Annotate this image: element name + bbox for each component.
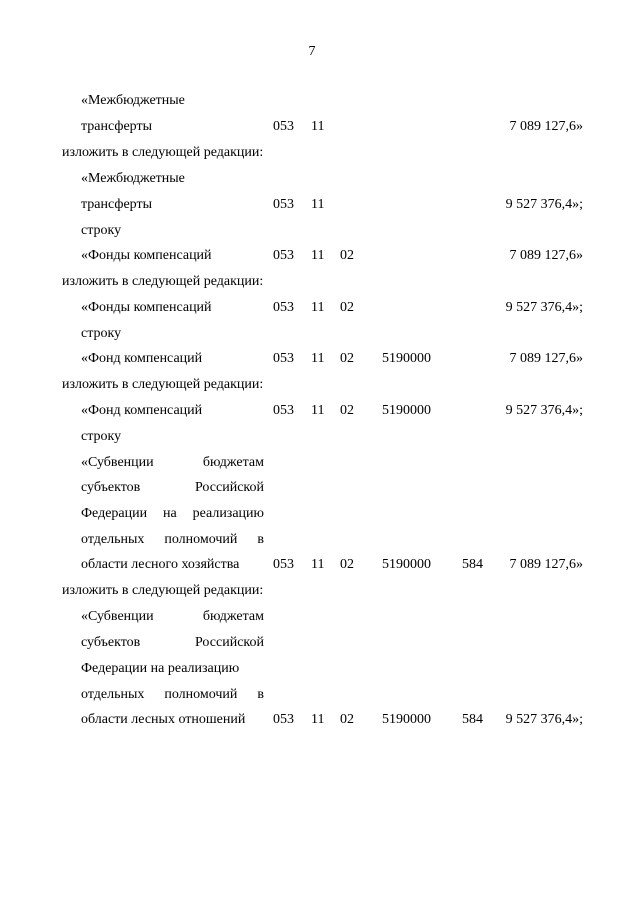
page-number: 7 bbox=[308, 44, 316, 59]
item-name-line: субъектов Российской bbox=[81, 635, 264, 650]
subsection-code: 02 bbox=[340, 300, 354, 315]
expense-type-code: 584 bbox=[462, 712, 483, 727]
section-code: 11 bbox=[311, 197, 325, 212]
table-row bbox=[0, 401, 640, 421]
subsection-code: 02 bbox=[340, 403, 354, 418]
section-code: 11 bbox=[311, 300, 325, 315]
intro-line: строку bbox=[81, 223, 122, 238]
ministry-code: 053 bbox=[273, 197, 294, 212]
item-name-line: субъектов Российской bbox=[81, 480, 264, 495]
amount: 7 089 127,6» bbox=[509, 119, 583, 134]
table-row bbox=[0, 349, 640, 369]
table-row bbox=[0, 453, 640, 473]
subsection-code: 02 bbox=[340, 351, 354, 366]
item-name-line: области лесного хозяйства bbox=[81, 557, 240, 572]
section-code: 11 bbox=[311, 119, 325, 134]
table-row bbox=[0, 685, 640, 705]
item-name-line: области лесных отношений bbox=[81, 712, 246, 727]
item-name-line: «Межбюджетные bbox=[81, 171, 185, 186]
ministry-code: 053 bbox=[273, 557, 294, 572]
target-code: 5190000 bbox=[382, 403, 431, 418]
subsection-code: 02 bbox=[340, 248, 354, 263]
ministry-code: 053 bbox=[273, 403, 294, 418]
table-row bbox=[0, 478, 640, 498]
table-row bbox=[0, 91, 640, 111]
table-row bbox=[0, 195, 640, 215]
table-row bbox=[0, 530, 640, 550]
item-name-line: «Субвенции бюджетам bbox=[81, 609, 264, 624]
item-name-line: «Фонды компенсаций bbox=[81, 248, 212, 263]
amount: 7 089 127,6» bbox=[509, 248, 583, 263]
subsection-code: 02 bbox=[340, 557, 354, 572]
amount: 9 527 376,4»; bbox=[505, 712, 583, 727]
item-name-line: отдельных полномочий в bbox=[81, 532, 264, 547]
table-row bbox=[0, 298, 640, 318]
section-code: 11 bbox=[311, 557, 325, 572]
item-name-line: «Фонд компенсаций bbox=[81, 351, 203, 366]
target-code: 5190000 bbox=[382, 351, 431, 366]
section-code: 11 bbox=[311, 403, 325, 418]
table-row bbox=[0, 659, 640, 679]
target-code: 5190000 bbox=[382, 557, 431, 572]
table-row bbox=[0, 555, 640, 575]
amount: 7 089 127,6» bbox=[509, 557, 583, 572]
ministry-code: 053 bbox=[273, 248, 294, 263]
item-name-line: «Межбюджетные bbox=[81, 93, 185, 108]
ministry-code: 053 bbox=[273, 712, 294, 727]
subsection-code: 02 bbox=[340, 712, 354, 727]
amount: 9 527 376,4»; bbox=[505, 403, 583, 418]
table-row bbox=[0, 607, 640, 627]
ministry-code: 053 bbox=[273, 119, 294, 134]
edit-instruction: изложить в следующей редакции: bbox=[62, 274, 264, 289]
item-name-line: «Субвенции бюджетам bbox=[81, 455, 264, 470]
edit-instruction: изложить в следующей редакции: bbox=[62, 377, 264, 392]
table-row bbox=[0, 169, 640, 189]
expense-type-code: 584 bbox=[462, 557, 483, 572]
item-name-line: «Фонды компенсаций bbox=[81, 300, 212, 315]
section-code: 11 bbox=[311, 248, 325, 263]
amount: 7 089 127,6» bbox=[509, 351, 583, 366]
item-name-line: Федерации на реализацию bbox=[81, 661, 240, 676]
table-row bbox=[0, 633, 640, 653]
table-row bbox=[0, 117, 640, 137]
section-code: 11 bbox=[311, 351, 325, 366]
amount: 9 527 376,4»; bbox=[505, 300, 583, 315]
amount: 9 527 376,4»; bbox=[505, 197, 583, 212]
ministry-code: 053 bbox=[273, 300, 294, 315]
table-row bbox=[0, 504, 640, 524]
table-row bbox=[0, 246, 640, 266]
intro-line: строку bbox=[81, 326, 122, 341]
item-name-line: трансферты bbox=[81, 119, 153, 134]
edit-instruction: изложить в следующей редакции: bbox=[62, 145, 264, 160]
item-name-line: «Фонд компенсаций bbox=[81, 403, 203, 418]
target-code: 5190000 bbox=[382, 712, 431, 727]
item-name-line: отдельных полномочий в bbox=[81, 687, 264, 702]
table-row bbox=[0, 710, 640, 730]
item-name-line: Федерации на реализацию bbox=[81, 506, 264, 521]
section-code: 11 bbox=[311, 712, 325, 727]
edit-instruction: изложить в следующей редакции: bbox=[62, 583, 264, 598]
ministry-code: 053 bbox=[273, 351, 294, 366]
item-name-line: трансферты bbox=[81, 197, 153, 212]
intro-line: строку bbox=[81, 429, 122, 444]
